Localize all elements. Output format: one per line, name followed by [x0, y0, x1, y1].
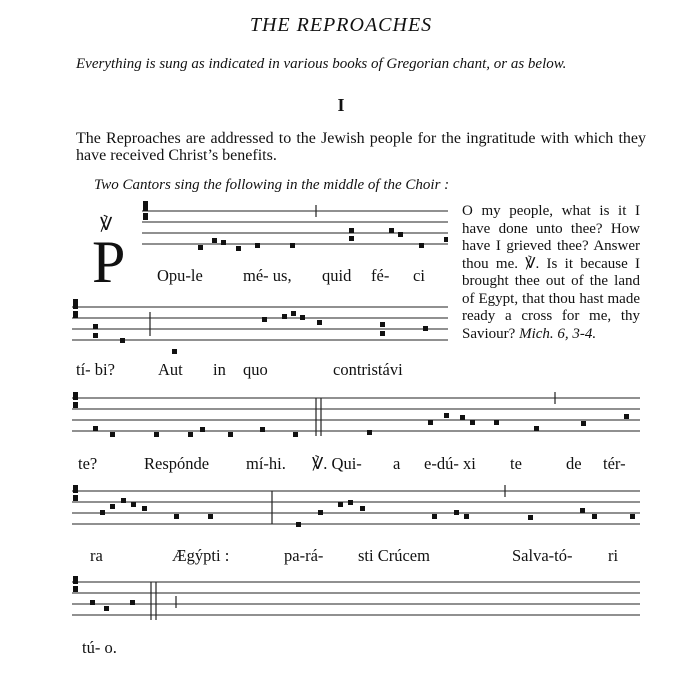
translation-body: O my people, what is it I have done unto thee? How have I grieved thee? Answer thou me. ℣. Is it because I brought thee out of the land of Egypt, that thou hast made ready a cross for me, thy Saviour?	[462, 203, 640, 342]
lyric-word: tú- o.	[82, 638, 117, 657]
lyric-word: ri	[608, 546, 619, 565]
lyric-word: a	[393, 454, 401, 473]
lyric-word: quo	[243, 360, 268, 379]
lyric-word: pa-rá-	[284, 546, 324, 565]
page-title: THE REPROACHES	[249, 14, 433, 36]
section-number: I	[337, 95, 345, 115]
lyric-word: mé- us,	[243, 266, 292, 285]
lyric-word: Aut	[158, 360, 183, 379]
lyric-word: quid	[322, 266, 352, 285]
rubric-top: Everything is sung as indicated in various books of Gregorian chant, or as below.	[76, 56, 567, 72]
lyric-word: e-dú- xi	[424, 454, 476, 473]
lyric-word: mí-hi.	[246, 454, 286, 473]
versicle-mark: ℣	[100, 214, 113, 234]
lyric-word: Ægýpti :	[172, 546, 230, 565]
lyric-word: Opu-le	[157, 266, 203, 285]
intro-paragraph: The Reproaches are addressed to the Jewish people for the ingratitude with which they have received Christ’s benefits.	[76, 130, 646, 164]
lyric-word: in	[213, 360, 226, 379]
lyric-word: sti Crúcem	[358, 546, 430, 565]
lyric-word: contristávi	[333, 360, 403, 379]
lyric-word: de	[566, 454, 582, 473]
lyric-word: ra	[90, 546, 103, 565]
lyric-word: ci	[413, 266, 425, 285]
lyric-word: Respónde	[144, 454, 210, 473]
lyric-word: tér-	[603, 454, 626, 473]
translation-citation: Mich. 6, 3-4.	[519, 325, 597, 342]
lyric-word: ℣. Qui-	[312, 454, 362, 473]
lyric-word: fé-	[371, 266, 390, 285]
chant-initial: P	[92, 229, 126, 295]
lyric-word: te?	[78, 454, 98, 473]
lyric-word: Salva-tó-	[512, 546, 573, 565]
lyric-word: te	[510, 454, 522, 473]
rubric-cantors: Two Cantors sing the following in the middle of the Choir :	[94, 177, 450, 193]
lyric-word: tí- bi?	[76, 360, 115, 379]
